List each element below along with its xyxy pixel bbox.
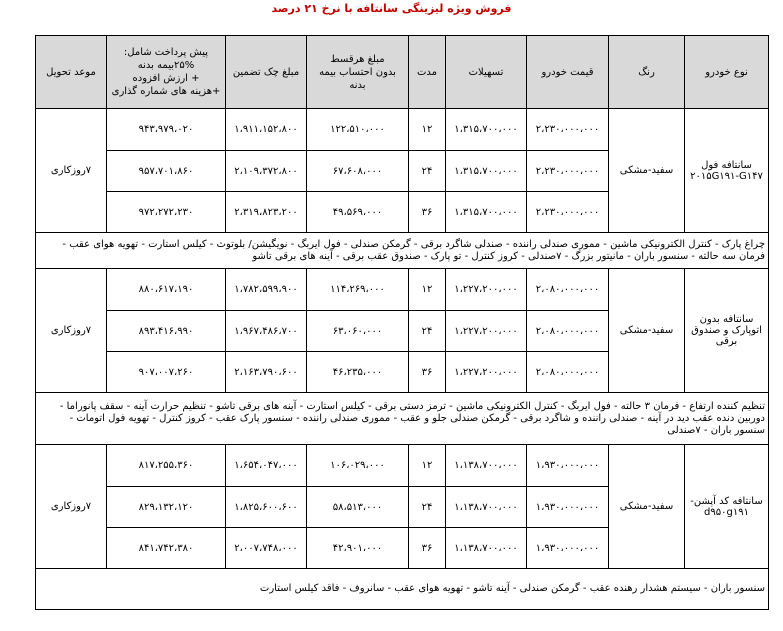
term-cell: ۳۶ — [409, 352, 446, 393]
price-cell: ۲،۲۳۰،۰۰۰،۰۰۰ — [527, 109, 609, 151]
term-cell: ۱۲ — [409, 445, 446, 487]
prepayment-cell: ۸۹۳،۴۱۶،۹۹۰ — [107, 311, 226, 352]
prepayment-cell: ۸۴۱،۷۴۲،۳۸۰ — [107, 528, 226, 569]
installment-cell: ۵۸،۵۱۳،۰۰۰ — [307, 487, 409, 528]
delivery-cell: ۷روزکاری — [36, 445, 107, 569]
price-cell: ۲،۲۳۰،۰۰۰،۰۰۰ — [527, 151, 609, 192]
features-text: چراغ پارک - کنترل الکترونیکی ماشین - مموری صندلی راننده - صندلی شاگرد برقی - گرمکن صندلی - فول ایربگ - نویگیشن/ بلوتوث - کیلس استارت - تهویه هوای عقب - فرمان سه حالته - سنسور باران - مانیتور بزرگ - ۷صندلی - کروز کنترل - تو پارک - صندوق عقب برقی - آینه های برقی تاشو — [36, 233, 769, 269]
car-model: سانتافه فول ۲۰۱۵G۱۹۱-G۱۴۷ — [685, 109, 769, 233]
cheque-cell: ۱،۹۶۷،۴۸۶،۷۰۰ — [226, 311, 307, 352]
header-color: رنگ — [609, 36, 685, 109]
features-row — [36, 233, 769, 269]
prepayment-cell: ۸۱۷،۲۵۵،۳۶۰ — [107, 445, 226, 487]
cheque-cell: ۲،۰۰۷،۷۴۸،۰۰۰ — [226, 528, 307, 569]
facilities-cell: ۱،۳۱۵،۷۰۰،۰۰۰ — [446, 151, 527, 192]
installment-cell: ۴۶،۲۳۵،۰۰۰ — [307, 352, 409, 393]
cheque-cell: ۲،۱۰۹،۳۷۲،۸۰۰ — [226, 151, 307, 192]
term-cell: ۱۲ — [409, 109, 446, 151]
cheque-cell: ۱،۸۲۵،۶۰۰،۶۰۰ — [226, 487, 307, 528]
term-cell: ۱۲ — [409, 269, 446, 311]
features-row — [36, 569, 769, 610]
table-row — [36, 269, 769, 311]
header-price: قیمت خودرو — [527, 36, 609, 109]
facilities-cell: ۱،۲۲۷،۲۰۰،۰۰۰ — [446, 269, 527, 311]
price-cell: ۱،۹۳۰،۰۰۰،۰۰۰ — [527, 487, 609, 528]
cheque-cell: ۱،۹۱۱،۱۵۲،۸۰۰ — [226, 109, 307, 151]
cheque-cell: ۱،۷۸۲،۵۹۹،۹۰۰ — [226, 269, 307, 311]
car-color: سفید-مشکی — [609, 109, 685, 233]
term-cell: ۳۶ — [409, 528, 446, 569]
header-installment: مبلغ هرقسط بدون احتساب بیمه بدنه — [307, 36, 409, 109]
price-cell: ۲،۰۸۰،۰۰۰،۰۰۰ — [527, 311, 609, 352]
delivery-cell: ۷روزکاری — [36, 109, 107, 233]
facilities-cell: ۱،۳۱۵،۷۰۰،۰۰۰ — [446, 109, 527, 151]
car-model: سانتافه کد آپشن-d۹۵۰g۱۹۱ — [685, 445, 769, 569]
term-cell: ۲۴ — [409, 151, 446, 192]
table-row — [36, 445, 769, 487]
installment-cell: ۶۷،۶۰۸،۰۰۰ — [307, 151, 409, 192]
table-row — [36, 109, 769, 151]
price-cell: ۲،۲۳۰،۰۰۰،۰۰۰ — [527, 192, 609, 233]
facilities-cell: ۱،۲۲۷،۲۰۰،۰۰۰ — [446, 311, 527, 352]
leasing-table — [35, 35, 769, 610]
installment-cell: ۶۳،۰۶۰،۰۰۰ — [307, 311, 409, 352]
delivery-cell: ۷روزکاری — [36, 269, 107, 393]
header-facilities: تسهیلات — [446, 36, 527, 109]
prepayment-cell: ۹۴۳،۹۷۹،۰۲۰ — [107, 109, 226, 151]
price-cell: ۲،۰۸۰،۰۰۰،۰۰۰ — [527, 269, 609, 311]
header-cheque: مبلغ چک تضمین — [226, 36, 307, 109]
header-prepayment: پیش پرداخت شامل: ۲۵%بیمه بدنه + ارزش افزوده +هزینه های شماره گذاری — [107, 36, 226, 109]
car-color: سفید-مشکی — [609, 445, 685, 569]
installment-cell: ۴۲،۹۰۱،۰۰۰ — [307, 528, 409, 569]
facilities-cell: ۱،۱۳۸،۷۰۰،۰۰۰ — [446, 445, 527, 487]
prepayment-cell: ۹۰۷،۰۰۷،۲۶۰ — [107, 352, 226, 393]
installment-cell: ۱۱۴،۲۶۹،۰۰۰ — [307, 269, 409, 311]
prepayment-cell: ۸۸۰،۶۱۷،۱۹۰ — [107, 269, 226, 311]
facilities-cell: ۱،۱۳۸،۷۰۰،۰۰۰ — [446, 528, 527, 569]
header-delivery: موعد تحویل — [36, 36, 107, 109]
facilities-cell: ۱،۲۲۷،۲۰۰،۰۰۰ — [446, 352, 527, 393]
installment-cell: ۱۲۲،۵۱۰،۰۰۰ — [307, 109, 409, 151]
term-cell: ۲۴ — [409, 311, 446, 352]
price-cell: ۱،۹۳۰،۰۰۰،۰۰۰ — [527, 528, 609, 569]
price-cell: ۲،۰۸۰،۰۰۰،۰۰۰ — [527, 352, 609, 393]
cheque-cell: ۲،۳۱۹،۸۲۳،۲۰۰ — [226, 192, 307, 233]
term-cell: ۲۴ — [409, 487, 446, 528]
cheque-cell: ۲،۱۶۳،۷۹۰،۶۰۰ — [226, 352, 307, 393]
cheque-cell: ۱،۶۵۴،۰۴۷،۰۰۰ — [226, 445, 307, 487]
facilities-cell: ۱،۳۱۵،۷۰۰،۰۰۰ — [446, 192, 527, 233]
car-model: سانتافه بدون اتوپارک و صندوق برقی — [685, 269, 769, 393]
car-color: سفید-مشکی — [609, 269, 685, 393]
features-text: سنسور باران - سیستم هشدار رهنده عقب - گرمکن صندلی - آینه تاشو - تهویه هوای عقب - سانروف - فاقد کیلس استارت — [36, 569, 769, 610]
features-text: تنظیم کننده ارتفاع - فرمان ۳ حالته - فول ایربگ - کنترل الکترونیکی ماشین - ترمز دستی برقی - کیلس استارت - آینه های برقی تاشو - تنظیم حرارت آینه - سقف پانوراما - دوربین دنده عقب دید در آینه - صندلی راننده و شاگرد برقی - گرمکن صندلی جلو و عقب - مموری صندلی راننده - سنسور پارک عقب - کروز کنترل - تهویه فول اتومات - سنسور باران - ۷صندلی — [36, 393, 769, 445]
header-model: نوع خودرو — [685, 36, 769, 109]
prepayment-cell: ۹۷۲،۲۷۲،۲۳۰ — [107, 192, 226, 233]
page-title: فروش ویژه لیزینگی سانتافه با نرخ ۲۱ درصد — [271, 2, 512, 15]
facilities-cell: ۱،۱۳۸،۷۰۰،۰۰۰ — [446, 487, 527, 528]
features-row — [36, 393, 769, 445]
prepayment-cell: ۸۲۹،۱۳۲،۱۲۰ — [107, 487, 226, 528]
header-term: مدت — [409, 36, 446, 109]
price-cell: ۱،۹۳۰،۰۰۰،۰۰۰ — [527, 445, 609, 487]
header-row — [36, 36, 769, 109]
installment-cell: ۱۰۶،۰۲۹،۰۰۰ — [307, 445, 409, 487]
installment-cell: ۴۹،۵۶۹،۰۰۰ — [307, 192, 409, 233]
term-cell: ۳۶ — [409, 192, 446, 233]
prepayment-cell: ۹۵۷،۷۰۱،۸۶۰ — [107, 151, 226, 192]
